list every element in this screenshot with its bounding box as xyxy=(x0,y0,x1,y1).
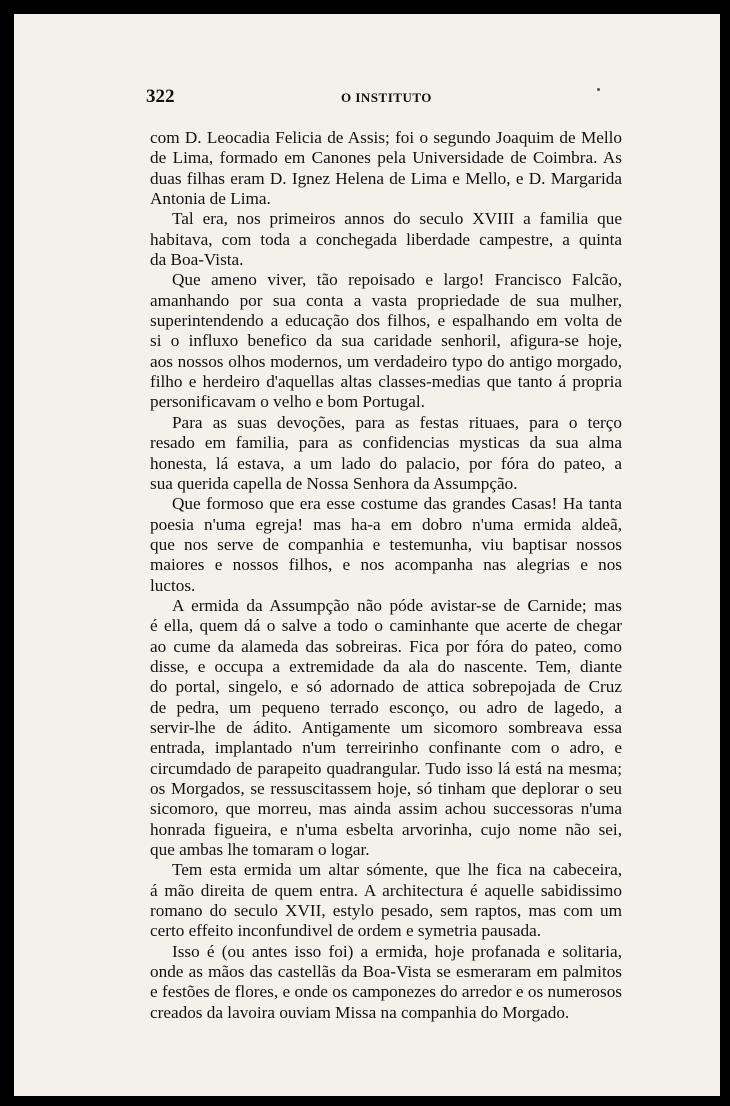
paragraph xyxy=(150,270,622,412)
text-line: superintendendo a educação dos filhos, e espalhando em volta de xyxy=(150,311,622,331)
text-line: personificavam o velho e bom Portugal. xyxy=(150,392,425,412)
text-line: entrada, implantado n'um terreirinho confinante com o adro, e xyxy=(150,738,622,758)
running-title: O INSTITUTO xyxy=(341,90,432,105)
paragraph xyxy=(150,209,622,270)
text-line: Tal era, nos primeiros annos do seculo XVIII a familia que xyxy=(172,209,622,229)
text-line: Que formoso que era esse costume das grandes Casas! Ha tanta xyxy=(172,494,622,514)
text-line: luctos. xyxy=(150,575,196,595)
text-line: á mão direita de quem entra. A architectura é aquelle sabidissimo xyxy=(150,880,622,900)
text-line: sua querida capella de Nossa Senhora da Assumpção. xyxy=(150,473,518,493)
page-number: 322 xyxy=(146,86,175,107)
text-line: maiores e nossos filhos, e nos acompanha nas alegrias e nos xyxy=(150,555,622,575)
paragraph xyxy=(150,596,622,860)
text-line: Antonia de Lima. xyxy=(150,189,271,209)
page-header xyxy=(146,86,616,108)
text-line: é ella, quem dá o salve a todo o caminhante que acerte de chegar xyxy=(150,616,622,636)
text-line: honrada figueira, e n'uma esbelta arvorinha, cujo nome não sei, xyxy=(150,819,622,839)
text-line: certo effeito inconfundivel de ordem e symetria pausada. xyxy=(150,921,542,941)
paragraph xyxy=(150,942,622,1023)
text-line: do portal, singelo, e só adornado de attica sobrepojada de Cruz xyxy=(150,677,622,697)
text-line: amanhando por sua conta a vasta propriedade de sua mulher, xyxy=(150,290,622,310)
text-line: Para as suas devoções, para as festas rituaes, para o terço xyxy=(172,412,622,432)
text-line: onde as mãos das castellãs da Boa-Vista se esmeraram em palmitos xyxy=(150,962,622,982)
paragraph xyxy=(150,494,622,596)
text-line: habitava, com toda a conchegada liberdade campestre, a quinta xyxy=(150,229,622,249)
text-line: Que ameno viver, tão repoisado e largo! Francisco Falcão, xyxy=(172,270,622,290)
text-line: circumdado de parapeito quadrangular. Tudo isso lá está na mesma; xyxy=(150,758,622,778)
text-line: Isso é (ou antes isso foi) a ermida, hoje profanada e solitaria, xyxy=(172,941,622,961)
paragraph xyxy=(150,413,622,494)
text-line: sicomoro, que morreu, mas ainda assim achou successoras n'uma xyxy=(150,799,622,819)
text-line: da Boa-Vista. xyxy=(150,250,244,270)
text-line: si o influxo benefico da sua caridade senhoril, afigura-se hoje, xyxy=(150,331,622,351)
text-line: resado em familia, para as confidencias mysticas da sua alma xyxy=(150,433,622,453)
paragraph xyxy=(150,128,622,209)
text-line: ao cume da alameda das sobreiras. Fica por fóra do pateo, como xyxy=(150,636,622,656)
body-text xyxy=(150,128,622,1023)
text-line: romano do seculo XVII, estylo pesado, sem raptos, mas com um xyxy=(150,901,622,921)
text-line: aos nossos olhos modernos, um verdadeiro typo do antigo morgado, xyxy=(150,351,622,371)
text-line: poesia n'uma egreja! mas ha-a em dobro n'uma ermida aldeã, xyxy=(150,514,622,534)
text-line: que nos serve de companhia e testemunha, viu baptisar nossos xyxy=(150,534,622,554)
text-line: servir-lhe de ádito. Antigamente um sicomoro sombreava essa xyxy=(150,717,622,737)
text-line: A ermida da Assumpção não póde avistar-se de Carnide; mas xyxy=(172,595,622,615)
text-line: de pedra, um pequeno terrado esconço, ou adro de lagedo, a xyxy=(150,697,622,717)
text-line: de Lima, formado em Canones pela Universidade de Coimbra. As xyxy=(150,148,622,168)
text-line: que ambas lhe tomaram o logar. xyxy=(150,840,370,860)
text-line: duas filhas eram D. Ignez Helena de Lima e Mello, e D. Margarida xyxy=(150,168,622,188)
text-line: Tem esta ermida um altar sómente, que lhe fica na cabeceira, xyxy=(172,860,622,880)
text-line: e festões de flores, e onde os camponezes do arredor e os numerosos xyxy=(150,982,622,1002)
text-line: filho e herdeiro d'aquellas altas classes-medias que tanto á propria xyxy=(150,372,622,392)
text-line: honesta, lá estava, a um lado do palacio, por fóra do pateo, a xyxy=(150,453,622,473)
paragraph xyxy=(150,860,622,941)
text-line: disse, e occupa a extremidade da ala do nascente. Tem, diante xyxy=(150,656,622,676)
text-line: creados da lavoira ouviam Missa na companhia do Morgado. xyxy=(150,1002,570,1022)
text-line: os Morgados, se ressuscitassem hoje, só tinham que deplorar o seu xyxy=(150,779,622,798)
text-line: com D. Leocadia Felicia de Assis; foi o segundo Joaquim de Mello xyxy=(150,128,622,147)
